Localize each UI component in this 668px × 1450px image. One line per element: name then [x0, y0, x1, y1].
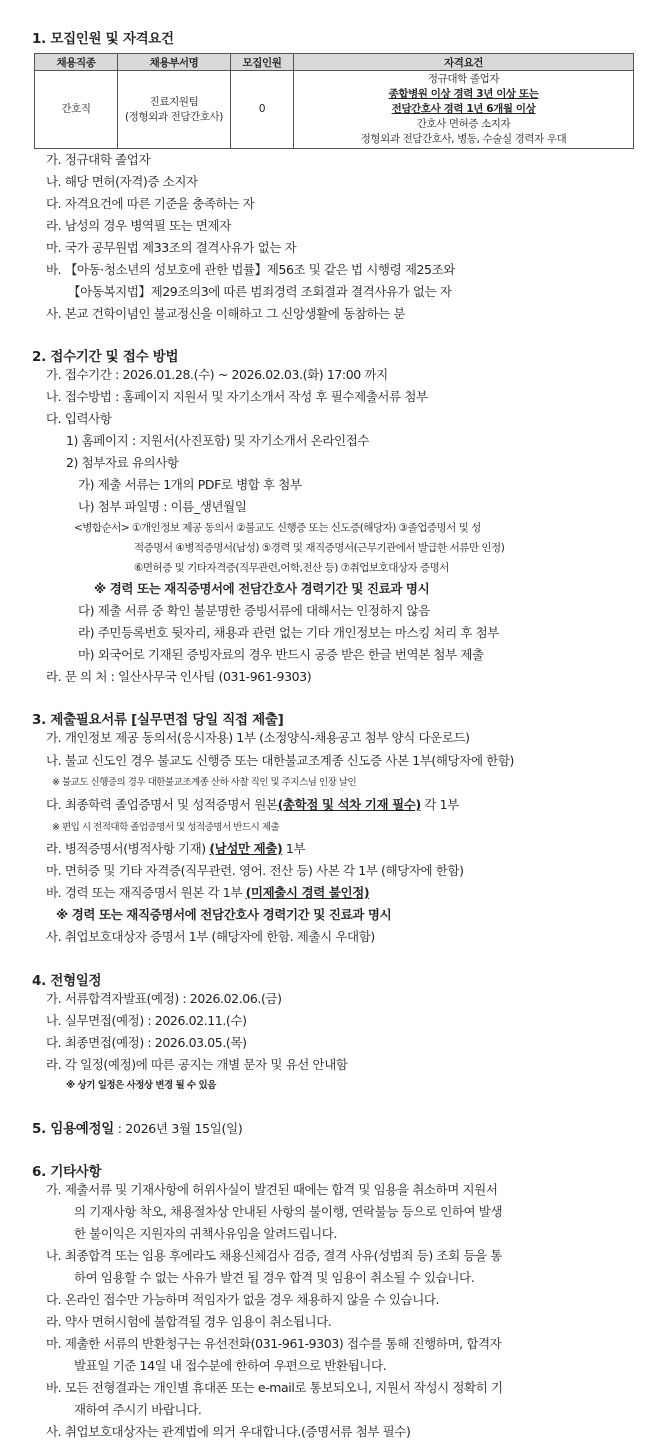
s3-line-3: [46, 797, 459, 813]
s3-line-4-text: 라. 병적증명서(병적사항 기재): [46, 841, 210, 856]
requirements-table-header: [35, 54, 634, 71]
s3-line-6-emphasis: (미제출시 경력 불인정): [245, 885, 370, 900]
s1-item-ba: 바. 【아동·청소년의 성보호에 관한 법률】제56조 및 같은 법 시행령 제25조와: [46, 262, 455, 277]
qualifications-cell: [294, 71, 634, 149]
s3-line-6-text: 바. 경력 또는 재직증명서 원본 각 1부: [46, 885, 246, 900]
s3-line-3-text: 다. 최종학력 졸업증명서 및 성적증명서 원본: [46, 797, 278, 812]
s6-line-6: 다. 온라인 접수만 가능하며 적임자가 없을 경우 채용하지 않을 수 있습니다.: [46, 1292, 440, 1307]
s2-line-2: 나. 접수방법 : 홈페이지 지원서 및 자기소개서 작성 후 필수제출서류 첨부: [46, 389, 428, 404]
s1-item-ba-cont: 【아동복지법】제29조의3에 따른 범죄경력 조회결과 결격사유가 없는 자: [68, 284, 452, 299]
s2-line-14: 마) 외국어로 기재된 증빙자료의 경우 반드시 공증 받은 한글 번역본 첨부 제출: [78, 647, 484, 662]
s6-line-4: 나. 최종합격 또는 임용 후에라도 채용신체검사 검증, 결격 사유(성범죄 등) 조회 등을 통: [46, 1248, 502, 1263]
s3-line-5: 마. 면허증 및 기타 자격증(직무관련. 영어. 전산 등) 사본 각 1부 (해당자에 한함): [46, 863, 464, 878]
s2-note: ※ 경력 또는 재직증명서에 전담간호사 경력기간 및 진료과 명시: [94, 581, 430, 596]
table-row: [35, 71, 634, 149]
qualification-1: 정규대학 졸업자: [427, 73, 500, 85]
s6-line-1: 가. 제출서류 및 기재사항에 허위사실이 발견된 때에는 합격 및 임용을 취소하며 지원서: [46, 1182, 498, 1197]
s6-line-12: 사. 취업보호대상자는 관계법에 의거 우대합니다.(증명서류 첨부 필수): [46, 1424, 411, 1439]
s2-line-3: 다. 입력사항: [46, 411, 112, 426]
s4-line-3: 다. 최종면접(예정) : 2026.03.05.(목): [46, 1035, 247, 1050]
s3-line-2: 나. 불교 신도인 경우 불교도 신행증 또는 대한불교조계종 신도증 사본 1부(해당자에 한함): [46, 753, 515, 768]
qualification-5: 정형외과 전담간호사, 병동, 수술실 경력자 우대: [360, 133, 567, 145]
s2-line-6: 가) 제출 서류는 1개의 PDF로 병합 후 첨부: [78, 477, 302, 492]
department-sub: (정형외과 전담간호사): [124, 110, 224, 123]
section-5: [32, 1117, 242, 1137]
requirements-table: [34, 53, 634, 149]
qualification-4: 간호사 면허증 소지자: [416, 118, 511, 130]
s2-line-13: 라) 주민등록번호 뒷자리, 채용과 관련 없는 기타 개인정보는 마스킹 처리 후 첨부: [78, 625, 499, 640]
s3-note-2: ※ 편입 시 전적대학 졸업증명서 및 성적증명서 반드시 제출: [52, 822, 280, 833]
s4-line-4: 라. 각 일정(예정)에 따른 공지는 개별 문자 및 유선 안내함: [46, 1057, 348, 1072]
s1-item-da: 다. 자격요건에 따른 기준을 충족하는 자: [46, 196, 255, 211]
department-cell: [118, 71, 231, 149]
s1-item-ra: 라. 남성의 경우 병역필 또는 면제자: [46, 218, 231, 233]
s4-line-2: 나. 실무면접(예정) : 2026.02.11.(수): [46, 1013, 247, 1028]
s3-line-7: 사. 취업보호대상자 증명서 1부 (해당자에 한함. 제출시 우대함): [46, 929, 375, 944]
headcount-cell: 0: [231, 71, 294, 149]
s3-line-4-tail: 1부: [282, 841, 306, 856]
section-4-title: 4. 전형일정: [32, 973, 102, 989]
header-headcount: 모집인원: [231, 54, 294, 71]
s3-line-6: [46, 885, 369, 901]
section-1-title: 1. 모집인원 및 자격요건: [32, 31, 174, 47]
s3-line-3-tail: 각 1부: [420, 797, 459, 812]
s1-item-sa: 사. 본교 건학이념인 불교정신을 이해하고 그 신앙생활에 동참하는 분: [46, 306, 406, 321]
s6-line-10: 바. 모든 전형결과는 개인별 휴대폰 또는 e-mail로 통보되오니, 지원서 작성시 정확히 기: [46, 1380, 503, 1395]
s6-line-7: 라. 약사 면허시험에 불합격될 경우 임용이 취소됩니다.: [46, 1314, 332, 1329]
job-type-cell: 간호직: [35, 71, 118, 149]
s6-line-9: 발표일 기준 14일 내 접수분에 한하여 우편으로 반환됩니다.: [74, 1358, 387, 1373]
qualification-3: 전담간호사 경력 1년 6개월 이상: [391, 103, 536, 115]
s2-line-1: 가. 접수기간 : 2026.01.28.(수) ~ 2026.02.03.(화) 17:00 까지: [46, 367, 388, 382]
s6-line-5: 하여 임용할 수 없는 사유가 발견 될 경우 합격 및 임용이 취소될 수 있습니다.: [74, 1270, 475, 1285]
s2-merge-order-2: 적증명서 ④병적증명서(남성) ⑤경력 및 재직증명서(근무기관에서 발급한 서류만 인정): [134, 542, 505, 554]
s2-line-4: 1) 홈페이지 : 지원서(사진포함) 및 자기소개서 온라인접수: [66, 433, 370, 448]
s2-contact: 라. 문 의 처 : 일산사무국 인사팀 (031-961-9303): [46, 669, 312, 684]
section-2-title: 2. 접수기간 및 접수 방법: [32, 349, 179, 365]
s4-note: ※ 상기 일정은 사정상 변경 될 수 있음: [66, 1080, 216, 1091]
s3-note-3: ※ 경력 또는 재직증명서에 전담간호사 경력기간 및 진료과 명시: [56, 907, 392, 922]
s3-line-4: [46, 841, 305, 857]
s4-line-1: 가. 서류합격자발표(예정) : 2026.02.06.(금): [46, 991, 282, 1006]
s2-line-7: 나) 첨부 파일명 : 이름_생년월일: [78, 499, 247, 514]
section-6-title: 6. 기타사항: [32, 1164, 102, 1180]
s3-line-3-emphasis: (총학점 및 석차 기재 필수): [277, 797, 421, 812]
s3-note-1: ※ 불교도 신행증의 경우 대한불교조계종 산하 사찰 직인 및 주지스님 인장 날인: [52, 777, 357, 788]
s1-item-ma: 마. 국가 공무원법 제33조의 결격사유가 없는 자: [46, 240, 297, 255]
s6-line-3: 한 불이익은 지원자의 귀책사유임을 알려드립니다.: [74, 1226, 338, 1241]
s3-line-1: 가. 개인정보 제공 동의서(응시자용) 1부 (소정양식-채용공고 첨부 양식 다운로드): [46, 730, 470, 745]
section-3-title: 3. 제출필요서류 [실무면접 당일 직접 제출]: [32, 712, 284, 728]
s1-item-ga: 가. 정규대학 졸업자: [46, 152, 151, 167]
section-5-title: 5. 임용예정일: [32, 1121, 115, 1137]
s2-merge-order-3: ⑥면허증 및 기타자격증(직무관련,어학,전산 등) ⑦취업보호대상자 증명서: [134, 562, 449, 574]
s6-line-11: 재하여 주시기 바랍니다.: [74, 1402, 202, 1417]
s6-line-2: 의 기재사항 착오, 채용절차상 안내된 사항의 불이행, 연락불능 등으로 인하여 발생: [74, 1204, 503, 1219]
department-name: 진료지원팀: [149, 95, 199, 108]
s1-item-na: 나. 해당 면허(자격)증 소지자: [46, 174, 198, 189]
appointment-date: : 2026년 3월 15일(일): [114, 1121, 243, 1136]
qualification-2: 종합병원 이상 경력 3년 이상 또는: [388, 88, 539, 100]
s6-line-8: 마. 제출한 서류의 반환청구는 유선전화(031-961-9303) 접수를 통해 진행하며, 합격자: [46, 1336, 502, 1351]
header-department: 채용부서명: [118, 54, 231, 71]
s2-line-12: 다) 제출 서류 중 확인 불분명한 증빙서류에 대해서는 인정하지 않음: [78, 603, 430, 618]
header-qualifications: 자격요건: [294, 54, 634, 71]
s3-line-4-emphasis: (남성만 제출): [209, 841, 283, 856]
s2-line-5: 2) 첨부자료 유의사항: [66, 455, 179, 470]
s2-merge-order-1: <병합순서> ①개인정보 제공 동의서 ②불교도 신행증 또는 신도증(해당자) ③졸업증명서 및 성: [74, 522, 481, 534]
header-job-type: 채용직종: [35, 54, 118, 71]
